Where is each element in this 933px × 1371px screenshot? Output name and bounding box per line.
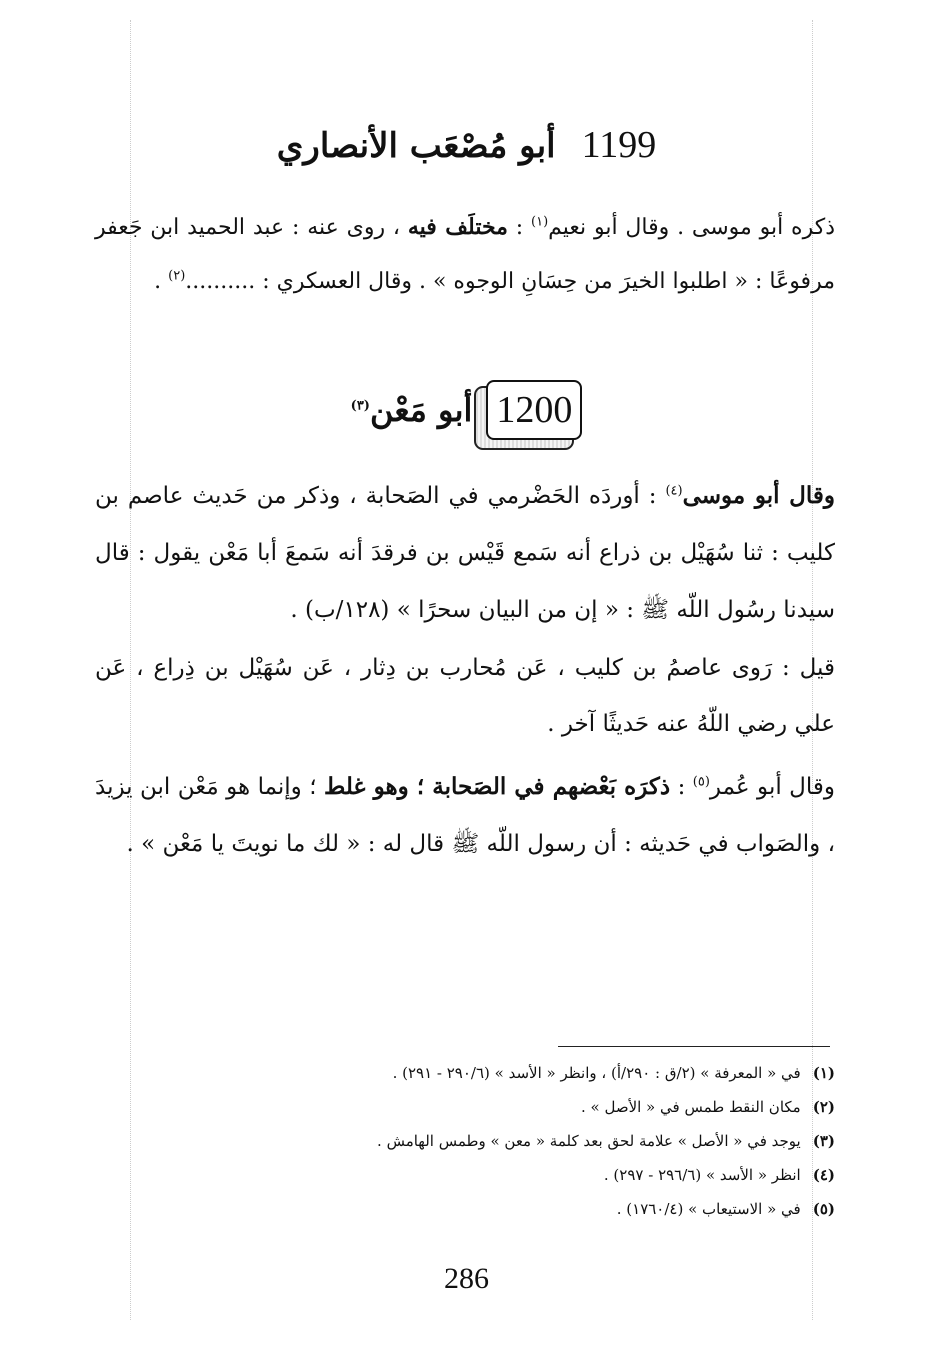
footnote-item: [180, 1158, 835, 1192]
text-run: .: [154, 269, 169, 294]
footnote-ref-4: (٤): [665, 483, 683, 499]
entry-1200-heading: [0, 372, 933, 448]
bold-text: مختلَف فيه: [407, 214, 508, 240]
footnote-number: (٥): [812, 1200, 835, 1218]
entry-1199-heading: [0, 120, 933, 171]
footnote-number: (٤): [812, 1166, 835, 1184]
bold-text: ذكرَه بَعْضهم في الصَحابة ؛ وهو غلط: [323, 773, 671, 800]
entry-number-box: [486, 380, 582, 440]
text-run: وقال أبو عُمر: [709, 774, 836, 800]
entry-1200-title: أبو مَعْن: [369, 391, 473, 429]
text-run: :: [507, 215, 532, 240]
text-run: ذكره أبو موسى . وقال أبو نعيم: [548, 215, 835, 240]
footnote-number: (٢): [812, 1098, 835, 1116]
entry-1200-number: 1200: [486, 380, 582, 440]
footnote-divider: [558, 1046, 830, 1047]
entry-1199-number: 1199: [581, 124, 657, 166]
entry-1200-paragraph-3: [95, 758, 835, 873]
footnote-text: انظر « الأسد » (٢٩٦/٦ - ٢٩٧) .: [603, 1166, 801, 1184]
footnote-number: (٣): [812, 1132, 835, 1150]
entry-1199-paragraph: [95, 200, 835, 309]
footnote-text: يوجد في « الأصل » علامة لحق بعد كلمة « معن » وطمس الهامش .: [377, 1132, 801, 1150]
entry-1199-title: أبو مُصْعَب الأنصاري: [276, 126, 556, 166]
text-run: :: [670, 774, 693, 800]
footnote-ref-3: (٣): [350, 398, 370, 414]
entry-1200-paragraph-1: [95, 467, 835, 639]
text-run: ، روى عنه : عبد الحميد ابن جَعفر مرفوعًا : « اطلبوا الخيرَ من حِسَانِ الوجوه » . وقال العسكري :: [95, 215, 835, 294]
text-run: : أوردَه الحَضْرمي في الصَحابة ، وذكر من حَديث عاصم بن كليب : ثنا سُهَيْل بن ذراع أنه سَمع قَيْس بن فرقدَ أنه سَمعَ أبا مَعْن يقول : قال سيدنا رسُول اللّه ﷺ : « إن من البيان سحرًا » (١٢٨/ب) .: [95, 483, 835, 623]
footnotes-list: [180, 1056, 835, 1226]
entry-1200-title-wrap: [351, 391, 473, 429]
bold-text: وقال أبو موسى: [682, 482, 836, 509]
footnote-text: في « المعرفة » (٢/ق : ٢٩٠/أ) ، وانظر « الأسد » (٢٩٠/٦ - ٢٩١) .: [392, 1064, 801, 1082]
text-run: ؛ وإنما هو مَعْن ابن يزيدَ ، والصَواب في حَديثه : أن رسول اللّه ﷺ قال له : « لك ما نويتَ يا مَعْن » .: [95, 774, 835, 857]
footnote-item: [180, 1090, 835, 1124]
footnote-ref-5: (٥): [692, 774, 710, 790]
footnote-item: [180, 1192, 835, 1226]
elision-dots: ..........: [185, 269, 256, 294]
footnote-ref-2: (٢): [168, 268, 186, 284]
footnote-text: في « الاستيعاب » (١٧٦٠/٤) .: [616, 1200, 801, 1218]
footnote-number: (١): [812, 1064, 835, 1082]
footnote-text: مكان النقط طمس في « الأصل » .: [580, 1098, 801, 1116]
page-number: 286: [444, 1262, 489, 1295]
footnote-item: [180, 1056, 835, 1090]
footnote-ref-1: (١): [531, 214, 549, 230]
footnote-item: [180, 1124, 835, 1158]
entry-1200-paragraph-2: قيل : رَوى عاصمُ بن كليب ، عَن مُحارب بن دِثار ، عَن سُهَيْل بن ذِراع ، عَن علي رضي اللّهُ عنه حَديثًا آخر .: [95, 655, 835, 737]
